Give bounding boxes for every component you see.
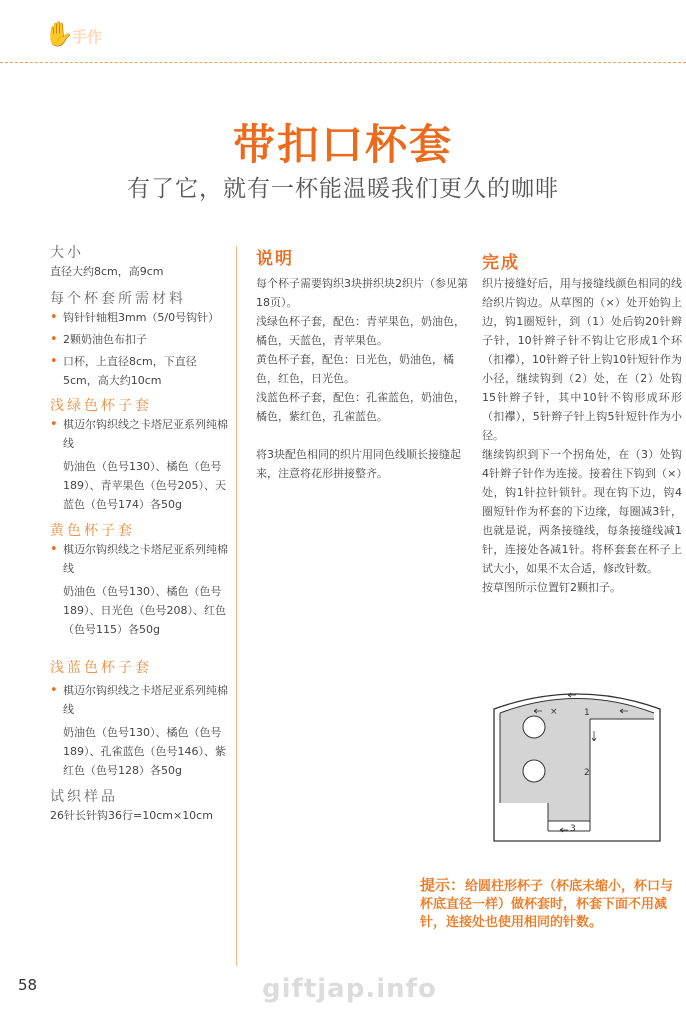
material-item: • 2颗奶油色布扣子 [50,330,228,349]
button-circle [523,760,545,782]
blue-set-heading: 浅蓝色杯子套 [50,660,152,676]
header-dashed-divider [0,62,686,63]
page-subtitle: 有了它，就有一杯能温暖我们更久的咖啡 [127,176,559,202]
green-set-heading: 浅绿色杯子套 [50,398,152,414]
finishing-paragraph: 织片接缝好后，用与接缝线颜色相同的线给织片钩边。从草图的（×）处开始钩上边，钩1圈短针，到（1）处后钩20针辫子针，10针辫子针不钩让它形成1个环（扣襻），10针辫子针上钩10针短针作为小径，继续钩到（2）处，在（2）处钩15针辫子针，其中10针不钩形成环形（扣襻），5针辫子针上钩5针短针作为小径。 [482,277,682,442]
materials-column [50,242,228,825]
instructions-paragraph: 每个杯子需要钩织3块拼织块2织片（参见第18页）。 [256,277,468,309]
materials-heading: 每个杯套所需材料 [50,291,186,307]
finishing-paragraph: 按草图所示位置钉2颗扣子。 [482,581,621,594]
page-title: 带扣口杯套 [232,120,453,169]
green-colors: 奶油色（色号130）、橘色（色号189）、青苹果色（色号205）、天蓝色（色号174）各50g [63,460,226,511]
size-heading: 大小 [50,245,84,261]
gauge-text: 26针长针钩36行=10cm×10cm [50,809,213,822]
instructions-heading: 说明 [256,249,294,269]
finishing-body [482,274,682,597]
size-text: 直径大约8cm，高9cm [50,265,164,278]
instructions-paragraph: 浅蓝色杯子套，配色：孔雀蓝色，奶油色，橘色，紫红色，孔雀蓝色。 [256,391,465,423]
blue-colors: 奶油色（色号130）、橘色（色号189）、孔雀蓝色（色号146）、紫红色（色号128）各50g [63,726,226,777]
button-circle [523,716,545,738]
logo-text: 手作 [72,28,103,46]
yellow-set-heading: 黄色杯子套 [50,523,135,539]
material-item: • 钩针针轴粗3mm（5/0号钩针） [50,308,228,327]
gauge-heading: 试织样品 [50,789,118,805]
header-logo [44,20,124,50]
watermark: giftjap.info [262,974,437,1004]
finishing-paragraph: 继续钩织到下一个拐角处，在（3）处钩4针辫子针作为连接。接着往下钩到（×）处，钩1针拉针锁针。现在钩下边，钩4圈短针作为杯套的下边缘，每圈减3针，也就是说，两条接缝线，每条接缝线减1针，连接处各减1针。将杯套套在杯子上试大小，如果不太合适，修改针数。 [482,448,682,575]
label-2: 2 [584,768,590,778]
instructions-paragraph: 黄色杯子套，配色：日光色，奶油色，橘色，红色，日光色。 [256,353,454,385]
yellow-yarn: • 棋迈尔钩织线之卡塔尼亚系列纯棉线 [50,540,228,578]
blue-yarn: • 棋迈尔钩织线之卡塔尼亚系列纯棉线 [50,681,228,719]
hand-icon: ✋ [44,20,74,48]
label-x: × [550,707,558,717]
page-number: 58 [18,976,38,994]
tip-label: 提示： [420,876,466,894]
instructions-body [256,274,468,483]
label-3: 3 [570,824,576,834]
tip-text: 给圆柱形杯子（杯底未缩小，杯口与杯底直径一样）做杯套时，杯套下面不用减针，连接处也使用相同的针数。 [420,879,674,930]
finishing-heading: 完成 [482,253,520,273]
column-divider [236,246,237,966]
green-yarn: • 棋迈尔钩织线之卡塔尼亚系列纯棉线 [50,415,228,453]
material-item: • 口杯，上直径8cm，下直径5cm，高大约10cm [50,352,228,390]
yellow-colors: 奶油色（色号130）、橘色（色号189）、日光色（色号208）、红色（色号115）各50g [63,585,226,636]
tip-box [420,876,684,932]
instructions-paragraph: 将3块配色相同的织片用同色线顺长接缝起来，注意将花形拼接整齐。 [256,448,461,480]
instructions-paragraph: 浅绿色杯子套，配色：青苹果色，奶油色，橘色，天蓝色，青苹果色。 [256,315,465,347]
label-1: 1 [584,708,590,718]
cup-sleeve-sketch [490,685,664,847]
